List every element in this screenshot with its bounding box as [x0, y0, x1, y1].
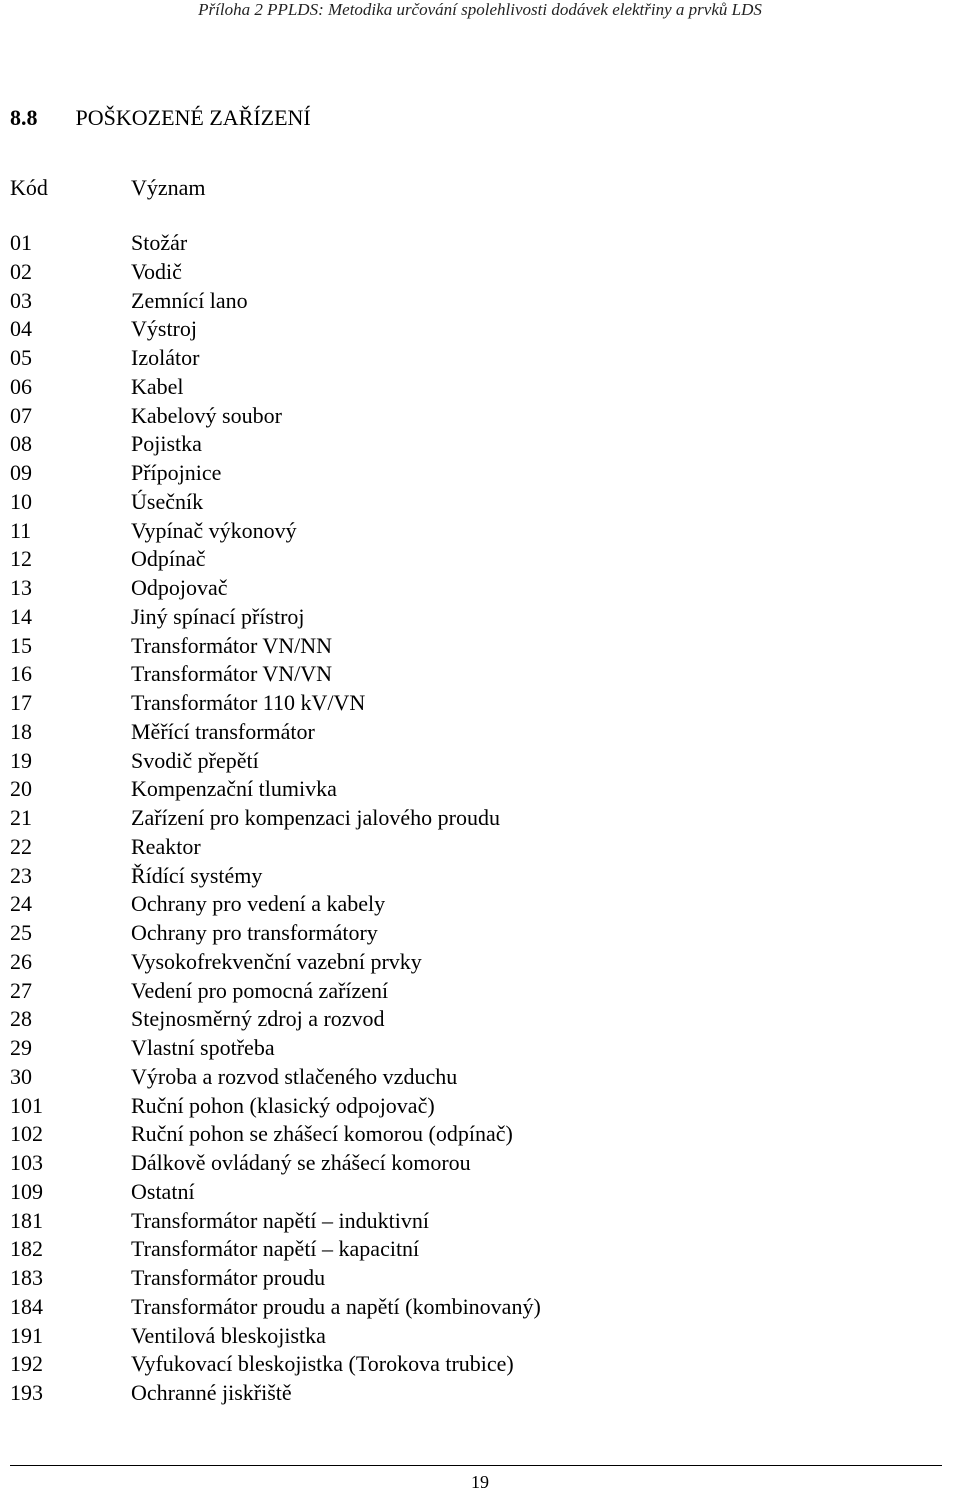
table-body	[10, 229, 910, 1408]
table-row	[10, 287, 910, 316]
table-row	[10, 890, 910, 919]
table-row	[10, 1264, 910, 1293]
table-row	[10, 603, 910, 632]
table-row	[10, 545, 910, 574]
row-code: 191	[10, 1322, 43, 1348]
row-meaning: Svodič přepětí	[131, 747, 259, 773]
row-meaning: Výroba a rozvod stlačeného vzduchu	[131, 1063, 458, 1089]
table-row	[10, 1120, 910, 1149]
section-title: POŠKOZENÉ ZAŘÍZENÍ	[75, 105, 311, 130]
row-code: 21	[10, 805, 32, 830]
row-meaning: Stožár	[131, 230, 188, 255]
row-code: 17	[10, 690, 32, 715]
row-code: 24	[10, 891, 32, 917]
row-meaning: Odpínač	[131, 546, 206, 572]
row-code: 27	[10, 977, 32, 1003]
row-code: 04	[10, 316, 32, 342]
table-row	[10, 373, 910, 402]
table-row	[10, 775, 910, 804]
table-row	[10, 833, 910, 862]
row-code: 25	[10, 920, 32, 945]
row-code: 18	[10, 718, 32, 744]
row-meaning: Úsečník	[131, 488, 204, 514]
row-meaning: Kabelový soubor	[131, 402, 282, 428]
section-number: 8.8	[10, 105, 38, 130]
row-meaning: Ochrany pro transformátory	[131, 920, 378, 945]
table-row	[10, 1379, 910, 1408]
row-code: 22	[10, 833, 32, 859]
table-row	[10, 517, 910, 546]
column-header-code: Kód	[10, 175, 48, 200]
row-code: 19	[10, 747, 32, 773]
row-meaning: Vypínač výkonový	[131, 517, 297, 543]
row-code: 102	[10, 1121, 43, 1147]
row-code: 09	[10, 460, 32, 485]
row-code: 02	[10, 258, 32, 284]
row-meaning: Měřící transformátor	[131, 718, 315, 744]
row-meaning: Kompenzační tlumivka	[131, 776, 337, 802]
row-meaning: Transformátor VN/NN	[131, 632, 333, 658]
row-meaning: Odpojovač	[131, 575, 228, 600]
row-code: 05	[10, 345, 32, 370]
table-row	[10, 977, 910, 1006]
row-code: 07	[10, 402, 32, 428]
table-row	[10, 1350, 910, 1379]
table-row	[10, 459, 910, 488]
row-code: 101	[10, 1092, 43, 1118]
running-header	[0, 0, 960, 20]
row-meaning: Vyfukovací bleskojistka (Torokova trubice)	[131, 1351, 514, 1377]
row-code: 03	[10, 287, 32, 313]
row-code: 109	[10, 1178, 43, 1204]
row-code: 28	[10, 1006, 32, 1032]
row-code: 06	[10, 373, 32, 399]
row-meaning: Transformátor 110 kV/VN	[131, 690, 366, 715]
section-heading	[10, 104, 311, 132]
row-meaning: Transformátor napětí – kapacitní	[131, 1236, 420, 1262]
row-meaning: Řídící systémy	[131, 862, 263, 888]
table-row	[10, 747, 910, 776]
row-meaning: Zařízení pro kompenzaci jalového proudu	[131, 805, 500, 830]
row-code: 192	[10, 1351, 43, 1377]
row-meaning: Výstroj	[131, 316, 197, 342]
table-row	[10, 229, 910, 258]
row-code: 16	[10, 661, 32, 687]
row-meaning: Jiný spínací přístroj	[131, 603, 305, 629]
row-code: 30	[10, 1063, 32, 1089]
row-meaning: Ostatní	[131, 1178, 195, 1204]
row-meaning: Pojistka	[131, 431, 202, 457]
table-row	[10, 632, 910, 661]
row-meaning: Přípojnice	[131, 460, 222, 485]
row-code: 103	[10, 1150, 43, 1175]
code-table	[10, 172, 910, 1408]
table-row	[10, 862, 910, 891]
table-row	[10, 1005, 910, 1034]
row-meaning: Vlastní spotřeba	[131, 1035, 275, 1060]
row-meaning: Ochranné jiskřiště	[131, 1380, 292, 1405]
row-meaning: Transformátor proudu a napětí (kombinovaný)	[131, 1293, 541, 1319]
row-meaning: Transformátor napětí – induktivní	[131, 1207, 429, 1233]
table-row	[10, 402, 910, 431]
table-row	[10, 689, 910, 718]
row-code: 10	[10, 488, 32, 514]
row-meaning: Transformátor VN/VN	[131, 661, 333, 687]
table-row	[10, 1293, 910, 1322]
page-number: 19	[471, 1472, 489, 1492]
row-code: 182	[10, 1236, 43, 1262]
table-row	[10, 1178, 910, 1207]
row-code: 20	[10, 776, 32, 802]
row-meaning: Vodič	[131, 258, 182, 284]
table-row	[10, 258, 910, 287]
row-meaning: Kabel	[131, 373, 184, 399]
row-code: 193	[10, 1380, 43, 1405]
table-row	[10, 430, 910, 459]
row-code: 14	[10, 603, 32, 629]
table-row	[10, 1322, 910, 1351]
table-row	[10, 804, 910, 833]
row-code: 08	[10, 431, 32, 457]
row-code: 29	[10, 1035, 32, 1060]
row-meaning: Ruční pohon se zhášecí komorou (odpínač)	[131, 1121, 513, 1147]
row-code: 181	[10, 1207, 43, 1233]
table-row	[10, 1207, 910, 1236]
table-row	[10, 718, 910, 747]
column-header-meaning: Význam	[131, 175, 206, 200]
row-meaning: Ventilová bleskojistka	[131, 1322, 326, 1348]
row-meaning: Zemnící lano	[131, 287, 248, 313]
row-code: 01	[10, 230, 32, 255]
row-meaning: Stejnosměrný zdroj a rozvod	[131, 1006, 385, 1032]
row-code: 23	[10, 862, 32, 888]
table-row	[10, 1092, 910, 1121]
table-row	[10, 1149, 910, 1178]
table-row	[10, 1235, 910, 1264]
row-code: 26	[10, 948, 32, 974]
table-row	[10, 315, 910, 344]
row-code: 13	[10, 575, 32, 600]
row-meaning: Vedení pro pomocná zařízení	[131, 977, 389, 1003]
table-row	[10, 488, 910, 517]
running-header-title: Příloha 2 PPLDS: Metodika určování spolehlivosti dodávek elektřiny a prvků LDS	[198, 0, 762, 19]
table-row	[10, 660, 910, 689]
table-row	[10, 1063, 910, 1092]
row-meaning: Ruční pohon (klasický odpojovač)	[131, 1092, 435, 1118]
table-row	[10, 1034, 910, 1063]
table-header	[10, 172, 910, 204]
row-code: 11	[10, 517, 32, 543]
row-code: 12	[10, 546, 32, 572]
table-row	[10, 344, 910, 373]
row-code: 15	[10, 632, 32, 658]
row-code: 183	[10, 1265, 43, 1290]
table-row	[10, 919, 910, 948]
table-row	[10, 574, 910, 603]
row-meaning: Izolátor	[131, 345, 200, 370]
table-row	[10, 948, 910, 977]
row-code: 184	[10, 1293, 43, 1319]
row-meaning: Vysokofrekvenční vazební prvky	[131, 948, 422, 974]
footer-divider	[10, 1465, 942, 1466]
row-meaning: Ochrany pro vedení a kabely	[131, 891, 386, 917]
row-meaning: Reaktor	[131, 833, 201, 859]
row-meaning: Transformátor proudu	[131, 1265, 326, 1290]
row-meaning: Dálkově ovládaný se zhášecí komorou	[131, 1150, 471, 1175]
